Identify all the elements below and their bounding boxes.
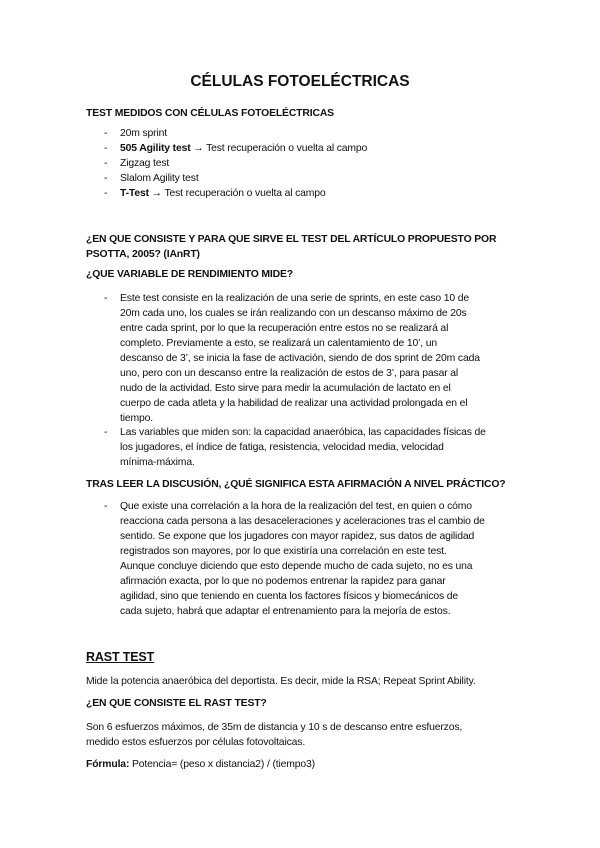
bullet-dash: - (104, 173, 108, 184)
paragraph-line: Este test consiste en la realización de una serie de sprints, en este caso 10 de (120, 293, 469, 304)
bullet-dash: - (104, 143, 108, 154)
bullet-item (86, 425, 486, 470)
paragraph-line: agilidad, sino que teniendo en cuenta los factores físicos y biomecánicos de (120, 591, 459, 602)
test-description: → Test recuperación o vuelta al campo (148, 188, 326, 199)
rast-heading: RAST TEST (86, 650, 155, 664)
paragraph-line: cada sujeto, habrá que adaptar el entrenamiento para la mejoría de estos. (120, 606, 451, 617)
test-description: Zigzag test (120, 158, 170, 169)
section-heading-tests: TEST MEDIDOS CON CÉLULAS FOTOELÉCTRICAS (86, 108, 334, 119)
test-description: → Test recuperación o vuelta al campo (190, 143, 368, 154)
answer-line: medido estos esfuerzos por células fotovoltaicas. (86, 737, 306, 748)
test-name: T-Test (120, 188, 149, 199)
rast-intro: Mide la potencia anaeróbica del deportista. Es decir, mide la RSA; Repeat Sprint Ability. (86, 676, 476, 687)
paragraph-line: mínima-máxima. (120, 457, 195, 468)
page-title: CÉLULAS FOTOELÉCTRICAS (190, 73, 410, 90)
paragraph-line: Que existe una correlación a la hora de la realización del test, en quien o cómo (120, 501, 472, 512)
section-heading-discussion: TRAS LEER LA DISCUSIÓN, ¿QUÉ SIGNIFICA ESTA AFIRMACIÓN A NIVEL PRÁCTICO? (86, 479, 506, 490)
bullet-dash: - (104, 427, 108, 438)
formula-label: Fórmula: (86, 759, 130, 770)
paragraph-line: afirmación exacta, por lo que no podemos entrenar la rapidez para ganar (120, 576, 446, 587)
bullet-paragraph (86, 425, 486, 470)
test-description: 20m sprint (120, 128, 168, 139)
paragraph-line: Aunque concluye diciendo que esto depende mucho de cada sujeto, no es una (120, 561, 473, 572)
paragraph-line: nudo de la actividad. Esto sirve para medir la acumulación de lactato en el (120, 383, 451, 394)
section-heading-iant (86, 232, 496, 262)
paragraph-line: cuerpo de cada atleta y la habilidad de realizar una actividad prolongada en el (120, 398, 468, 409)
bullet-paragraph (86, 499, 485, 619)
bullet-dash: - (104, 188, 108, 199)
test-list-item (86, 186, 367, 201)
paragraph-line: 20m cada uno, los cuales se irán realizando con un descanso máximo de 20s (120, 308, 467, 319)
bullet-dash: - (104, 501, 108, 512)
test-list-item (86, 141, 367, 156)
paragraph-line: completo. Previamente a esto, se realizará un calentamiento de 10’, un (120, 338, 437, 349)
bullet-item (86, 291, 480, 426)
test-list-item (86, 156, 367, 171)
paragraph-line: descanso de 3’, se inicia la fase de activación, siendo de dos sprint de 20m cada (120, 353, 480, 364)
formula-text: Potencia= (peso x distancia2) / (tiempo3) (129, 759, 315, 770)
test-list (86, 126, 367, 201)
paragraph-line: reacciona cada persona a las desaceleraciones y aceleraciones tras el cambio de (120, 516, 485, 527)
answer-line: Son 6 esfuerzos máximos, de 35m de distancia y 10 s de descanso entre esfuerzos, (86, 722, 463, 733)
test-description: Slalom Agility test (120, 173, 199, 184)
test-list-item (86, 171, 367, 186)
subheading-variable: ¿QUE VARIABLE DE RENDIMIENTO MIDE? (86, 269, 293, 280)
paragraph-line: tiempo. (120, 413, 154, 424)
paragraph-line: registrados son mayores, por lo que existiría una correlación en este test. (120, 546, 447, 557)
paragraph-line: sentido. Se expone que los jugadores con mayor rapidez, sus datos de agilidad (120, 531, 475, 542)
bullet-dash: - (104, 158, 108, 169)
rast-formula (86, 757, 315, 772)
test-name: 505 Agility test (120, 143, 191, 154)
rast-question: ¿EN QUE CONSISTE EL RAST TEST? (86, 698, 267, 709)
rast-answer (86, 720, 462, 750)
heading-line: ¿EN QUE CONSISTE Y PARA QUE SIRVE EL TEST DEL ARTÍCULO PROPUESTO POR (86, 234, 497, 245)
bullet-dash: - (104, 293, 108, 304)
bullet-item (86, 499, 485, 619)
paragraph-line: los jugadores, el índice de fatiga, resistencia, velocidad media, velocidad (120, 442, 444, 453)
test-list-item (86, 126, 367, 141)
paragraph-line: entre cada sprint, por lo que la recuperación entre estos no se realizará al (120, 323, 449, 334)
heading-line: PSOTTA, 2005? (IAnRT) (86, 249, 200, 260)
bullet-paragraph (86, 291, 480, 426)
paragraph-line: uno, pero con un descanso entre la realización de estos de 3’, para pasar al (120, 368, 459, 379)
bullet-dash: - (104, 128, 108, 139)
paragraph-line: Las variables que miden son: la capacidad anaeróbica, las capacidades físicas de (120, 427, 486, 438)
